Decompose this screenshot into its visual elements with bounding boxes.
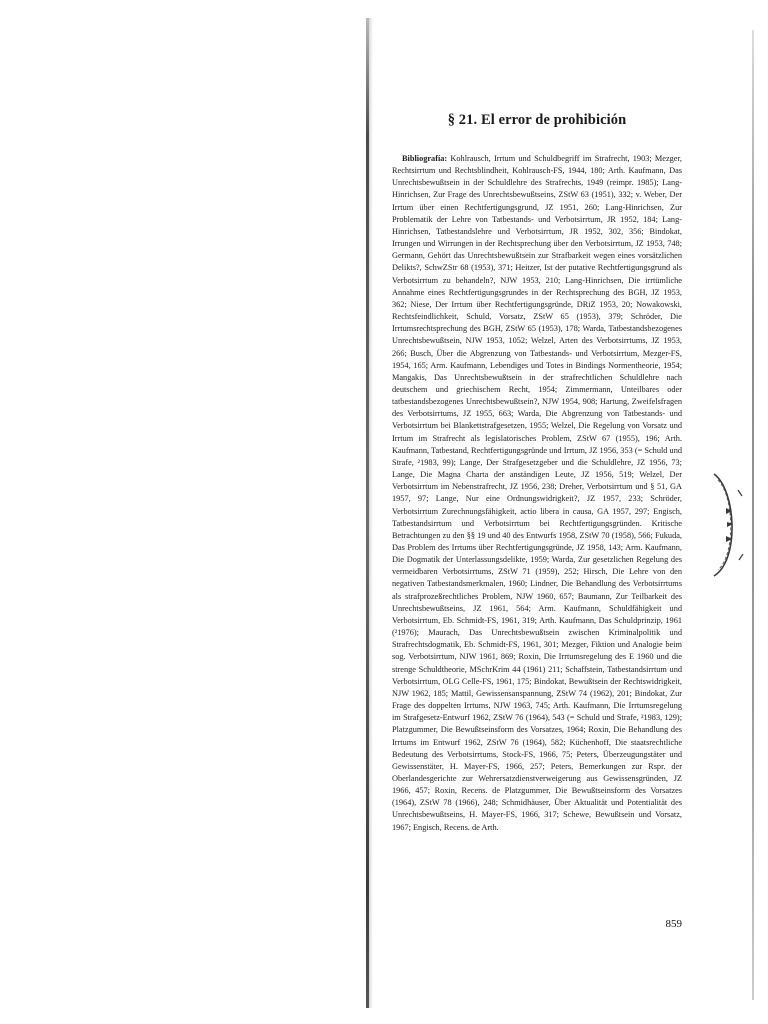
- bibliography-paragraph: [392, 153, 682, 834]
- gutter-shadow: [369, 18, 373, 1008]
- bibliography-label: Bibliografía:: [402, 154, 448, 163]
- book-page: [392, 112, 682, 962]
- bibliography-text: Kohlrausch, Irrtum und Schuldbegriff im Strafrecht, 1903; Mezger, Rechtsirrtum und Rechtsblindheit, Kohlrausch-FS, 1944, 180; Arth. Kaufmann, Das Unrechtsbewußtsein in der Schuldlehre des Strafrechts, 1949 (reimpr. 1985); Lang-Hinrichsen, Zur Frage des Unrechtsbewußtseins, ZStW 63 (1951), 332; v. Weber, Der Irrtum über einen Rechtfertigungsgrund, JZ 1951, 260; Lang-Hinrichsen, Zur Problematik der Lehre von Tatbestands- und Verbotsirrtum, JR 1952, 184; Lang-Hinrichsen, Tatbestandslehre und Verbotsirrtum, JR 1952, 302, 356; Bindokat, Irrungen und Wirrungen in der Rechtsprechung über den Verbotsirrtum, JZ 1953, 748; Germann, Gehört das Unrechtsbewußtsein zur Strafbarkeit wegen eines vorsätzlichen Delikts?, SchwZStr 68 (1953), 371; Heitzer, Ist der putative Rechtfertigungsgrund als Verbotsirrtum zu behandeln?, NJW 1953, 210; Lang-Hinrichsen, Die irrtümliche Annahme eines Rechtfertigungsgrundes in der Rechtsprechung des BGH, JZ 1953, 362; Niese, Der Irrtum über Rechtfertigungsgründe, DRiZ 1953, 20; Nowakowski, Rechtsfeindlichkeit, Schuld, Vorsatz, ZStW 65 (1953), 379; Schröder, Die Irrtumsrechtsprechung des BGH, ZStW 65 (1953), 178; Warda, Tatbestandsbezogenes Unrechtsbewußtsein, NJW 1953, 1052; Welzel, Arten des Verbotsirrtums, JZ 1953, 266; Busch, Über die Abgrenzung von Tatbestands- und Verbotsirrtum, Mezger-FS, 1954, 165; Arm. Kaufmann, Lebendiges und Totes in Bindings Normentheorie, 1954; Mangakis, Das Unrechtsbewußtsein in der strafrechtlichen Schuldlehre nach deutschem und griechischem Recht, 1954; Zimmermann, Unteilbares oder tatbestandsbezogenes Unrechtsbewußtsein?, NJW 1954, 908; Hartung, Zweifelsfragen des Verbotsirrtums, JZ 1955, 663; Warda, Die Abgrenzung von Tatbestands- und Verbotsirrtum bei Blankettstrafgesetzen, 1955; Welzel, Die Regelung von Vorsatz und Irrtum im Strafrecht als legislatorisches Problem, ZStW 67 (1955), 196; Arth. Kaufmann, Tatbestand, Rechtfertigungsgründe und Irrtum, JZ 1956, 353 (= Schuld und Strafe, ²1983, 99); Lange, Der Strafgesetzgeber und die Schuldlehre, JZ 1956, 73; Lange, Die Magna Charta der anständigen Leute, JZ 1956, 519; Welzel, Der Verbotsirrtum im Nebenstrafrecht, JZ 1956, 238; Dreher, Verbotsirrtum und § 51, GA 1957, 97; Lange, Nur eine Ordnungswidrigkeit?, JZ 1957, 233; Schröder, Verbotsirrtum Zurechnungsfähigkeit, actio libera in causa, GA 1957, 297; Engisch, Tatbestandsirrtum und Verbotsirrtum bei Rechtfertigungsgründen. Kritische Betrachtungen zu den §§ 19 und 40 des Entwurfs 1958, ZStW 70 (1958), 566; Fukuda, Das Problem des Irrtums über Rechtfertigungsgründe, JZ 1958, 143; Arm. Kaufmann, Die Dogmatik der Unterlassungsdelikte, 1959; Warda, Zur gesetzlichen Regelung des vermeidbaren Verbotsirrtums, ZStW 71 (1959), 252; Hirsch, Die Lehre von den negativen Tatbestandsmerkmalen, 1960; Lindner, Die Behandlung des Verbotsirrtums als strafprozeßrechtliches Problem, NJW 1960, 657; Baumann, Zur Teilbarkeit des Unrechtsbewußtseins, JZ 1961, 564; Arm. Kaufmann, Schuldfähigkeit und Verbotsirrtum, Eb. Schmidt-FS, 1961, 319; Arth. Kaufmann, Das Schuldprinzip, 1961 (²1976); Maurach, Das Unrechtsbewußtsein zwischen Kriminalpolitik und Strafrechtsdogmatik, Eb. Schmidt-FS, 1961, 301; Mezger, Fiktion und Analogie beim sog. Verbotsirrtum, NJW 1961, 869; Roxin, Die Irrtumsregelung des E 1960 und die strenge Schuldtheorie, MSchrKrim 44 (1961) 211; Schaffstein, Tatbestandsirrtum und Verbotsirrtum, OLG Celle-FS, 1961, 175; Bindokat, Bewußtsein der Rechtswidrigkeit, NJW 1962, 185; Mattil, Gewissensanspannung, ZStW 74 (1962), 201; Bindokat, Zur Frage des doppelten Irrtums, NJW 1963, 745; Arth. Kaufmann, Die Irrtumsregelung im Strafgesetz-Entwurf 1962, ZStW 76 (1964), 543 (= Schuld und Strafe, ²1983, 129); Platzgummer, Die Bewußtseinsform des Vorsatzes, 1964; Roxin, Die Behandlung des Irrtums im Entwurf 1962, ZStW 76 (1964), 582; Küchenhoff, Die staatsrechtliche Bedeutung des Verbotsirrtums, Stock-FS, 1966, 75; Peters, Überzeugungstäter und Gewissenstäter, H. Mayer-FS, 1966, 257; Peters, Bemerkungen zur Rspr. der Oberlandesgerichte zur Wehrersatzdienstverweigerung aus Gewissensgründen, JZ 1966, 457; Roxin, Recens. de Platzgummer, Die Bewußtseinsform des Vorsatzes (1964), ZStW 78 (1966), 248; Schmidhäuser, Über Aktualität und Potentialität des Unrechtsbewußtseins, H. Mayer-FS, 1966, 317; Schewe, Bewußtsein und Vorsatz, 1967; Engisch, Recens. de Arth.: [392, 154, 682, 832]
- section-heading: § 21. El error de prohibición: [447, 112, 627, 128]
- page-number: 859: [665, 918, 682, 930]
- page-right-edge: [752, 30, 754, 1000]
- left-blank-margin: [0, 0, 368, 1024]
- library-stamp-icon: [708, 470, 748, 580]
